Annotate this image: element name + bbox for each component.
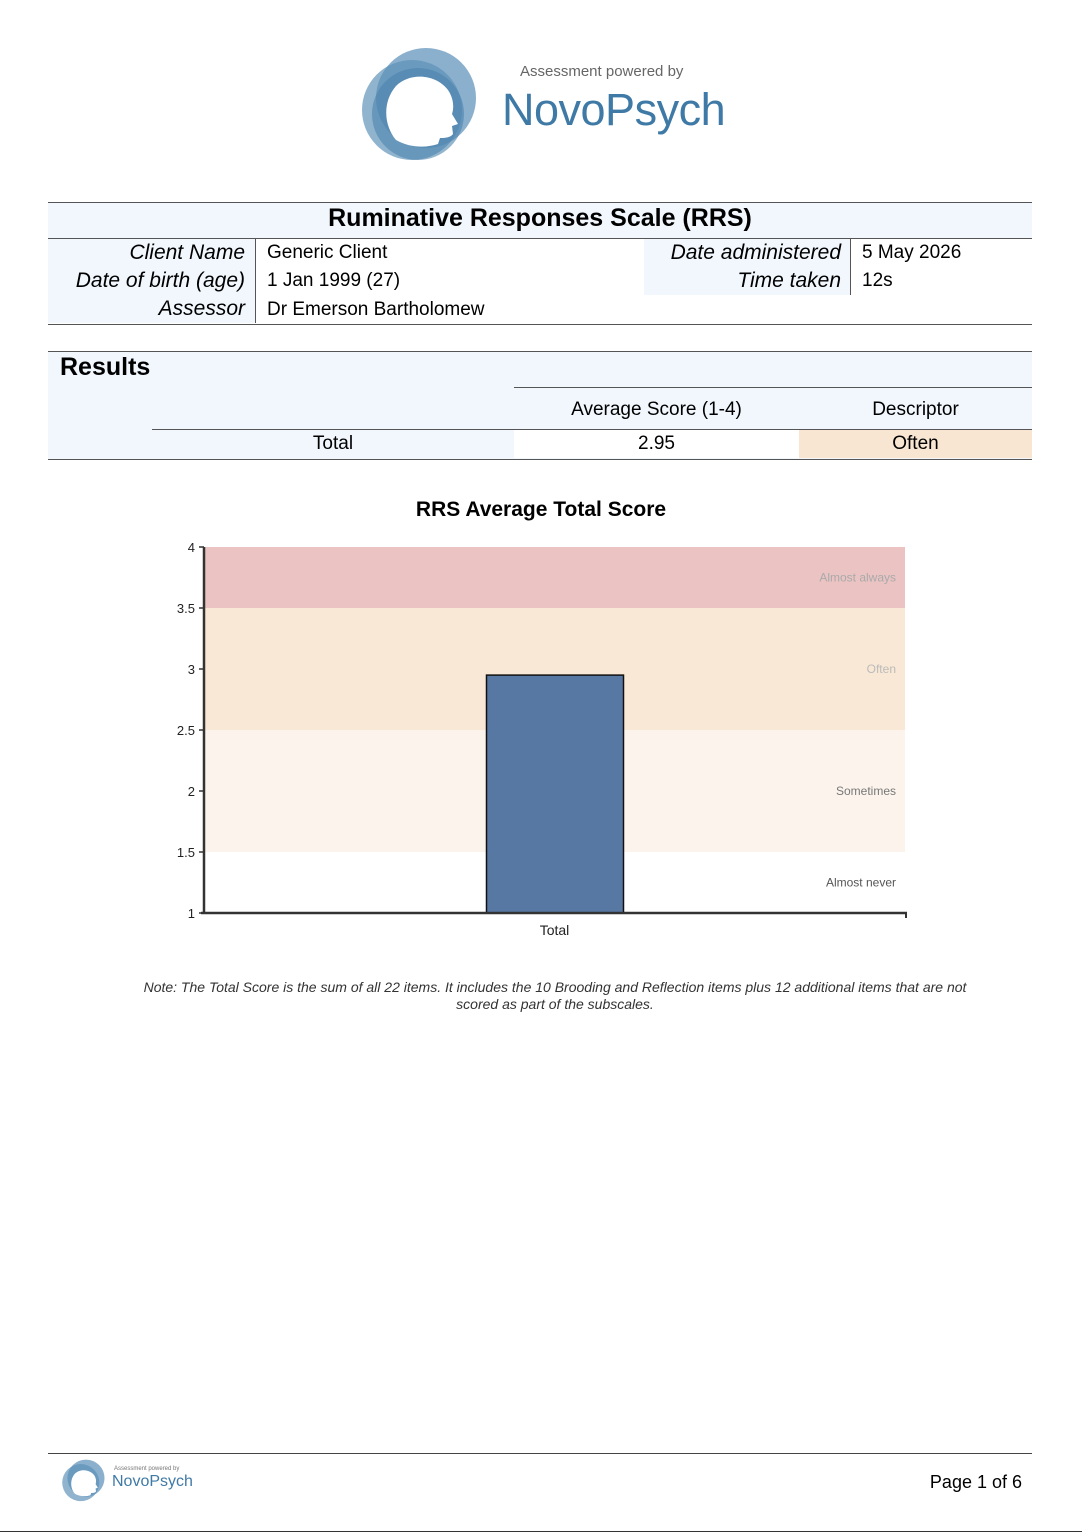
y-tick-label: 3.5 [176, 601, 195, 616]
assessor-value: Dr Emerson Bartholomew [267, 299, 485, 320]
footer-logo-icon [60, 1458, 106, 1502]
results-row-label: Total [312, 433, 354, 454]
y-tick-label: 4 [187, 540, 195, 555]
rrs-bar-chart [0, 530, 1082, 950]
chart-note: Note: The Total Score is the sum of all 22 items. It includes the 10 Brooding and Reflection items plus 12 additional items that are not scored as part of the subscales. [143, 979, 967, 1012]
chart-title: RRS Average Total Score [415, 498, 667, 521]
x-tick-label: Total [539, 922, 570, 938]
client-name-label: Client Name [129, 241, 245, 264]
novopsych-logo-icon [356, 44, 480, 162]
client-name-value: Generic Client [267, 242, 388, 263]
band-almost-always [204, 547, 905, 608]
powered-by-text: Assessment powered by [520, 63, 684, 80]
band-label: Almost always [819, 570, 896, 585]
time-taken-value: 12s [862, 270, 893, 291]
y-tick-label: 2 [187, 784, 195, 799]
band-label: Almost never [825, 875, 896, 890]
footer-brand: NovoPsych [112, 1473, 193, 1490]
date-administered-value: 5 May 2026 [862, 242, 962, 263]
bar-total [487, 675, 624, 913]
y-tick-label: 1 [187, 906, 195, 921]
date-administered-label: Date administered [670, 241, 841, 264]
footer-powered-by: Assessment powered by [114, 1466, 180, 1472]
descriptor-value: Often [892, 433, 939, 454]
average-score-value: 2.95 [638, 433, 675, 454]
y-tick-label: 1.5 [176, 845, 195, 860]
dob-value: 1 Jan 1999 (27) [267, 270, 401, 291]
results-title: Results [60, 353, 151, 381]
band-label: Sometimes [835, 784, 896, 798]
band-label: Often [866, 662, 896, 676]
average-score-header: Average Score (1-4) [571, 399, 742, 420]
y-tick-label: 2.5 [176, 723, 195, 738]
brand-name: NovoPsych [502, 84, 726, 135]
time-taken-label: Time taken [737, 269, 841, 292]
descriptor-header: Descriptor [872, 399, 959, 420]
y-tick-label: 3 [187, 662, 195, 677]
dob-label: Date of birth (age) [75, 269, 245, 292]
assessment-title: Ruminative Responses Scale (RRS) [328, 204, 752, 232]
page-number: Page 1 of 6 [929, 1472, 1022, 1492]
assessor-label: Assessor [158, 297, 245, 320]
